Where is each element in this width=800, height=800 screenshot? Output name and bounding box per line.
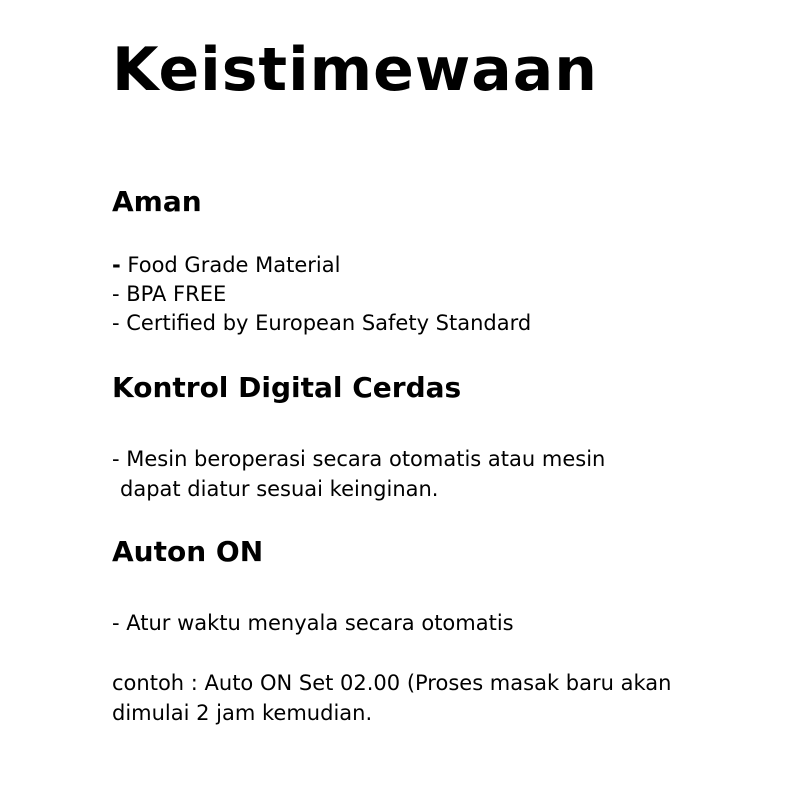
- kontrol-line-1: - Mesin beroperasi secara otomatis atau mesin: [112, 447, 606, 471]
- aman-item-text: Food Grade Material: [120, 253, 341, 277]
- section-heading-kontrol-digital: Kontrol Digital Cerdas: [112, 371, 462, 404]
- aman-item-food-grade: [112, 255, 340, 276]
- bullet-dash: -: [112, 253, 121, 277]
- auton-line-1: - Atur waktu menyala secara otomatis: [112, 611, 514, 635]
- kontrol-line-2: dapat diatur sesuai keinginan.: [120, 477, 439, 501]
- section-heading-auton-on: Auton ON: [112, 535, 264, 568]
- auton-example-line-2: dimulai 2 jam kemudian.: [112, 701, 373, 725]
- aman-item-certified: - Certified by European Safety Standard: [112, 311, 532, 335]
- page-title: Keistimewaan: [112, 35, 598, 105]
- auton-example-line-1: contoh : Auto ON Set 02.00 (Proses masak baru akan: [112, 671, 672, 695]
- section-heading-aman: Aman: [112, 185, 202, 218]
- aman-item-bpa-free: - BPA FREE: [112, 282, 227, 306]
